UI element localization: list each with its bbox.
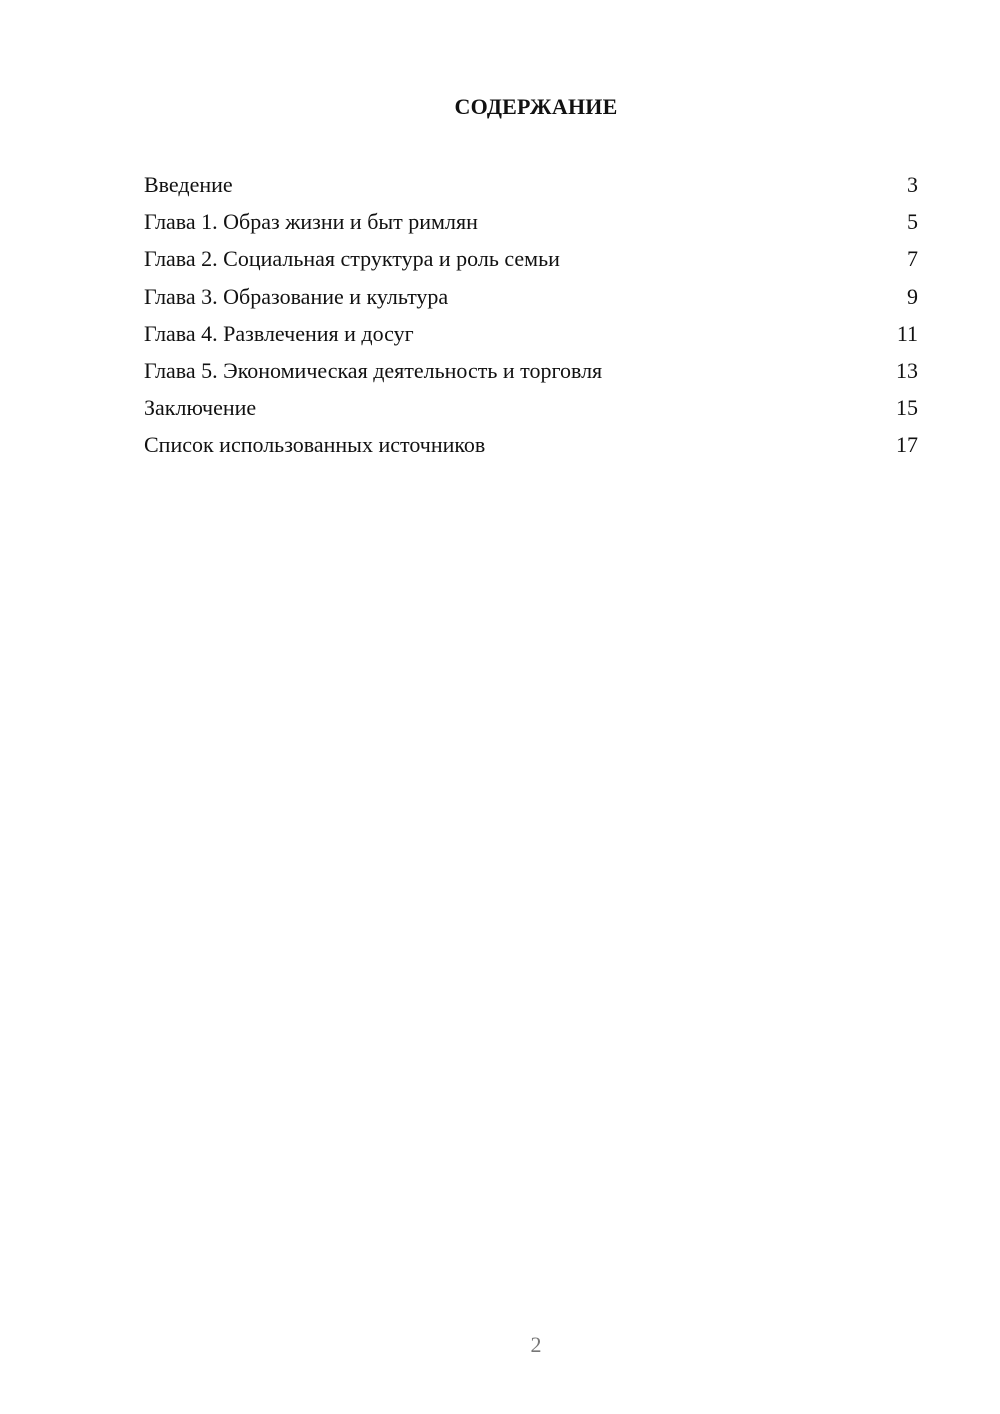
toc-entry-introduction[interactable] bbox=[144, 168, 918, 205]
toc-entry-label: Глава 5. Экономическая деятельность и торговля bbox=[144, 357, 603, 383]
toc-heading: СОДЕРЖАНИЕ bbox=[454, 94, 618, 119]
toc-entry-chapter-5[interactable] bbox=[144, 354, 918, 391]
toc-entry-label: Введение bbox=[144, 172, 233, 197]
toc-entry-page: 5 bbox=[907, 209, 918, 235]
toc-entry-chapter-3[interactable] bbox=[144, 280, 918, 317]
toc-entry-references[interactable] bbox=[144, 428, 918, 465]
toc-entry-page: 17 bbox=[896, 432, 918, 458]
toc-entry-page: 15 bbox=[896, 395, 918, 421]
toc-entry-page: 13 bbox=[896, 357, 918, 383]
toc-entry-chapter-4[interactable] bbox=[144, 317, 918, 354]
toc-entry-page: 7 bbox=[907, 246, 918, 272]
toc-entry-label: Глава 1. Образ жизни и быт римлян bbox=[144, 209, 478, 235]
toc-entry-page: 9 bbox=[907, 283, 918, 309]
toc-entry-label: Глава 2. Социальная структура и роль семьи bbox=[144, 246, 560, 272]
toc-entry-label: Глава 4. Развлечения и досуг bbox=[144, 320, 414, 346]
toc-entry-page: 11 bbox=[896, 320, 918, 346]
toc-entry-label: Заключение bbox=[144, 395, 257, 421]
page-number: 2 bbox=[530, 1332, 542, 1357]
toc-entry-conclusion[interactable] bbox=[144, 391, 918, 428]
toc-entry-label: Глава 3. Образование и культура bbox=[144, 283, 449, 309]
toc-entry-chapter-2[interactable] bbox=[144, 242, 918, 279]
toc-entry-label: Список использованных источников bbox=[144, 432, 486, 458]
toc-entry-page: 3 bbox=[907, 172, 918, 197]
toc-entry-chapter-1[interactable] bbox=[144, 205, 918, 242]
table-of-contents bbox=[144, 168, 918, 466]
